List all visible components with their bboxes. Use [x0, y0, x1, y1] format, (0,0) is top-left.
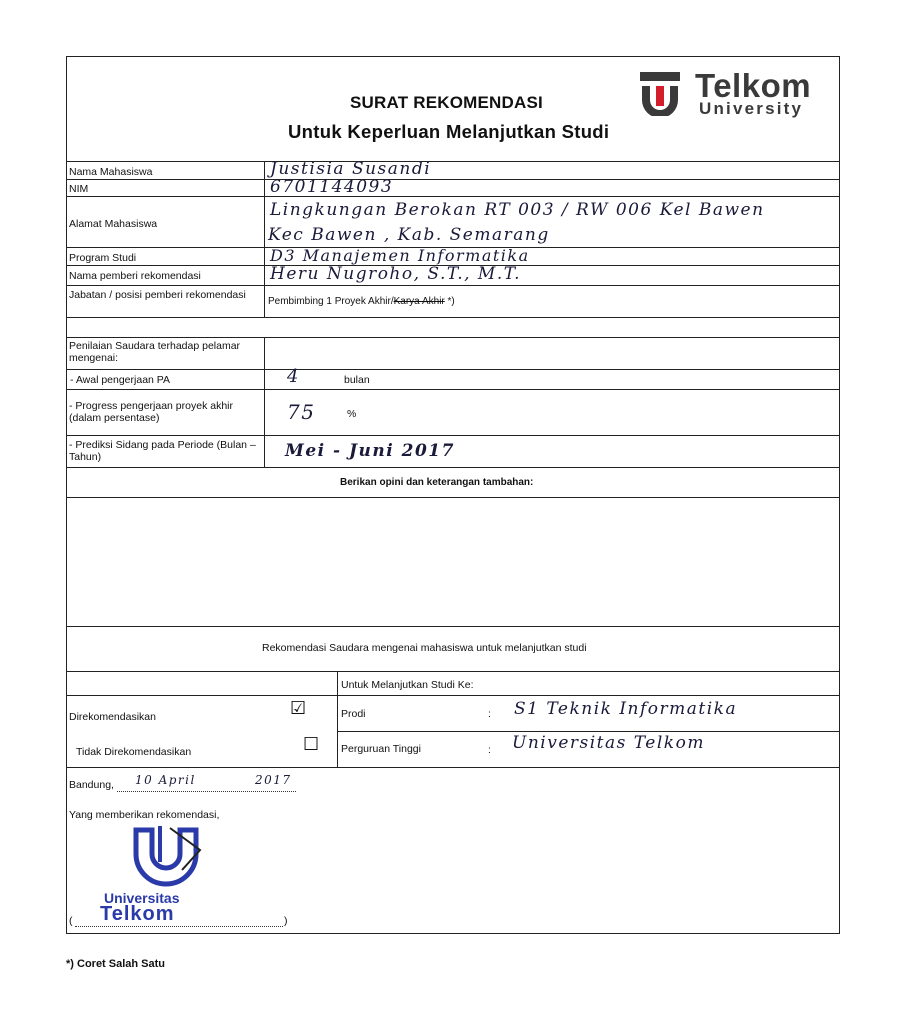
opinion-area[interactable] [70, 499, 836, 623]
pemberi-value[interactable]: Heru Nugroho, S.T., M.T. [270, 264, 521, 284]
stamp-text-telkom: Telkom [100, 903, 175, 925]
alamat-value-line2[interactable]: Kec Bawen , Kab. Semarang [268, 225, 550, 245]
rec-prodi-value[interactable]: S1 Teknik Informatika [514, 699, 738, 719]
rule [66, 285, 840, 286]
rec-pt-label: Perguruan Tinggi [341, 743, 421, 755]
nim-value[interactable]: 6701144093 [270, 177, 394, 197]
column-divider [264, 161, 265, 317]
rec-prodi-label: Prodi [341, 708, 366, 720]
jabatan-value[interactable] [268, 296, 455, 308]
awal-value[interactable]: 4 [287, 366, 300, 387]
pemberi-label: Nama pemberi rekomendasi [69, 270, 201, 282]
nama-label: Nama Mahasiswa [69, 166, 153, 178]
rule [66, 467, 840, 468]
jabatan-suffix: *) [444, 296, 455, 307]
alamat-value-line1[interactable]: Lingkungan Berokan RT 003 / RW 006 Kel Bawen [270, 200, 765, 220]
prodi-value[interactable]: D3 Manajemen Informatika [270, 246, 530, 265]
year-value[interactable]: 2017 [255, 773, 292, 787]
rule [66, 671, 840, 672]
rule [66, 196, 840, 197]
awal-label: - Awal pengerjaan PA [70, 374, 171, 386]
tidak-label: Tidak Direkomendasikan [76, 746, 192, 758]
rec-pt-value[interactable]: Universitas Telkom [512, 733, 705, 753]
rule [66, 369, 840, 370]
rec-prodi-colon: : [488, 708, 491, 720]
rule [66, 337, 840, 338]
tidak-checkbox[interactable]: ☐ [303, 734, 320, 755]
recommendation-heading: Rekomendasi Saudara mengenai mahasiswa untuk melanjutkan studi [262, 642, 587, 654]
prodi-label: Program Studi [69, 252, 137, 264]
document-title: SURAT REKOMENDASI [350, 93, 543, 112]
progress-unit: % [347, 408, 357, 420]
nim-label: NIM [69, 183, 89, 195]
document-subtitle: Untuk Keperluan Melanjutkan Studi [288, 121, 610, 142]
rec-pt-colon: : [488, 744, 491, 756]
column-divider [264, 337, 265, 467]
nama-value[interactable]: Justisia Susandi [270, 159, 432, 179]
rule [66, 161, 840, 162]
rule [66, 435, 840, 436]
name-paren-close: ) [284, 915, 288, 927]
date-value[interactable]: 10 April [135, 773, 196, 787]
jabatan-main: Pembimbing 1 Proyek Akhir/ [268, 296, 394, 307]
column-divider [337, 671, 338, 767]
prediksi-value[interactable]: Mei - Juni 2017 [285, 441, 455, 461]
telkom-logo-icon [638, 70, 682, 116]
opinion-heading: Berikan opini dan keterangan tambahan: [340, 477, 534, 488]
progress-value[interactable]: 75 [287, 400, 316, 424]
footnote: *) Coret Salah Satu [66, 958, 166, 970]
jabatan-label: Jabatan / posisi pemberi rekomendasi [69, 289, 246, 301]
prediksi-label: - Prediksi Sidang pada Periode (Bulan – Tahun) [69, 439, 256, 463]
awal-unit: bulan [344, 374, 370, 386]
logo-subtitle: University [699, 99, 804, 118]
logo-wordmark: Telkom [695, 67, 812, 104]
stamp-text-universitas: Universitas [104, 890, 180, 906]
assessment-heading: Penilaian Saudara terhadap pelamar mengenai: [69, 340, 241, 364]
place-label: Bandung, [69, 779, 114, 791]
date-dots [117, 791, 296, 792]
name-paren-open: ( [69, 915, 73, 927]
rule [66, 767, 840, 768]
rule [66, 626, 840, 627]
alamat-label: Alamat Mahasiswa [69, 218, 158, 230]
closing-text: Yang memberikan rekomendasi, [69, 809, 220, 821]
lanjut-heading: Untuk Melanjutkan Studi Ke: [341, 679, 474, 691]
direkomendasikan-label: Direkomendasikan [69, 711, 156, 723]
direkomendasikan-checkbox[interactable]: ☑ [290, 698, 307, 719]
rule [66, 695, 840, 696]
rule [66, 179, 840, 180]
form-frame [66, 56, 840, 934]
rule [66, 389, 840, 390]
rule [66, 317, 840, 318]
jabatan-struck: Karya Akhir [393, 296, 445, 307]
progress-label: - Progress pengerjaan proyek akhir (dalam persentase) [69, 400, 234, 424]
stamp-logo-icon [126, 822, 214, 892]
signature-name-dots[interactable] [75, 926, 283, 927]
